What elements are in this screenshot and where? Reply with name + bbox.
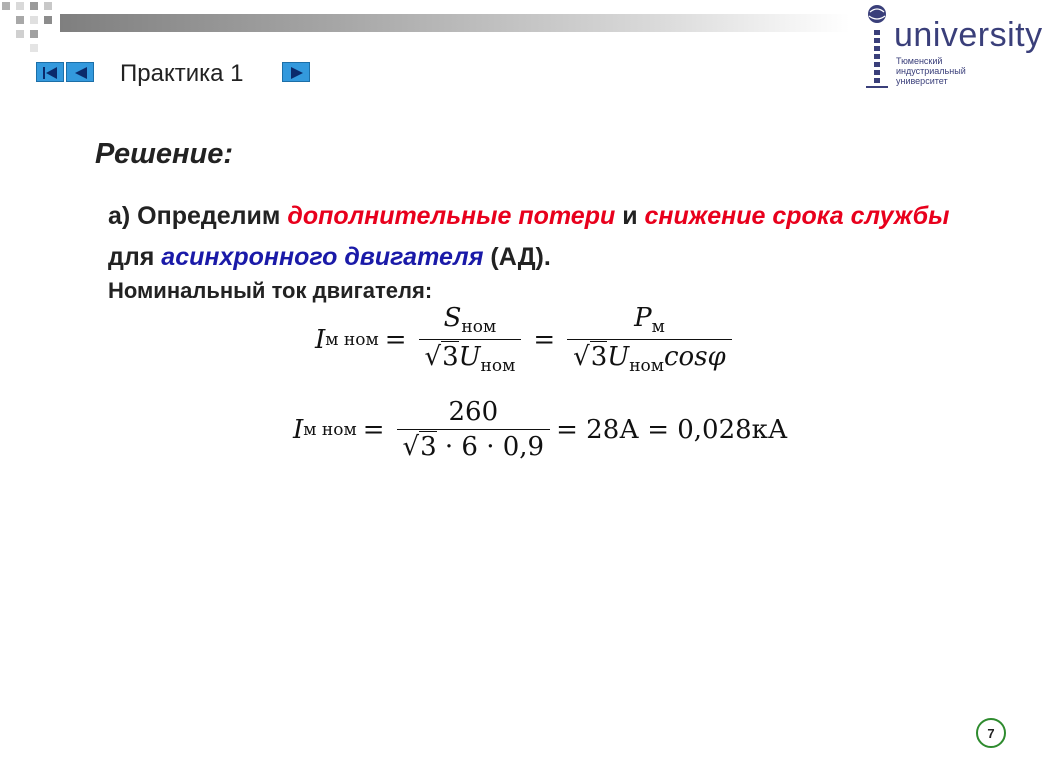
square-decor [42,0,54,12]
square-decor [28,28,40,40]
square-decor [28,0,40,12]
formula-var: I [315,324,326,355]
square-decor [28,42,40,54]
prev-slide-button[interactable] [66,62,94,82]
page-number-badge: 7 [976,718,1006,748]
formula-var: I [293,414,304,445]
square-decor [14,0,26,12]
next-slide-button[interactable] [282,62,310,82]
fraction-numeric: $\frac{260}{√3 \cdot 6 \cdot 0,9}$ [397,397,551,462]
nominal-current-label: Номинальный ток двигателя: [108,278,433,303]
formula-nominal-current [315,303,738,376]
square-decor [0,0,12,12]
highlight-async-motor: асинхронного двигателя [161,243,484,271]
formula-result: = 28А = 0,028кА [556,414,788,445]
formula-sub: м ном [303,419,357,440]
practice-title: Практика 1 [120,60,244,87]
para-text: и [615,202,645,230]
para-text: (АД). [483,243,551,271]
task-paragraph [108,196,968,278]
square-decor [14,14,26,26]
formula-op: = [384,324,407,355]
logo-wordmark: university [894,16,1043,54]
fraction-1: $\frac{S_{ном}}{√3U_{ном}}$ [419,303,522,376]
header-gradient-bar [60,14,850,32]
skip-back-icon [37,63,65,83]
formula-numeric-result [293,397,788,462]
triangle-left-icon [67,63,95,83]
square-decor [28,14,40,26]
logo-subtitle: Тюменский индустриальный университет [896,56,966,86]
logo-emblem-icon [864,2,894,90]
triangle-right-icon [283,63,311,83]
first-slide-button[interactable] [36,62,64,82]
highlight-service-life: снижение срока службы [644,202,950,230]
university-logo [864,2,1043,92]
solution-heading: Решение: [95,138,234,170]
square-decor [42,14,54,26]
para-text: а) Определим [108,202,288,230]
formula-op: = [533,324,556,355]
formula-op: = [362,414,385,445]
para-text: для [108,243,162,271]
square-decor [14,28,26,40]
formula-sub: м ном [325,329,379,350]
fraction-2: $\frac{P_м}{√3U_{ном}\cos\varphi}$ [567,303,732,376]
highlight-additional-losses: дополнительные потери [287,202,616,230]
